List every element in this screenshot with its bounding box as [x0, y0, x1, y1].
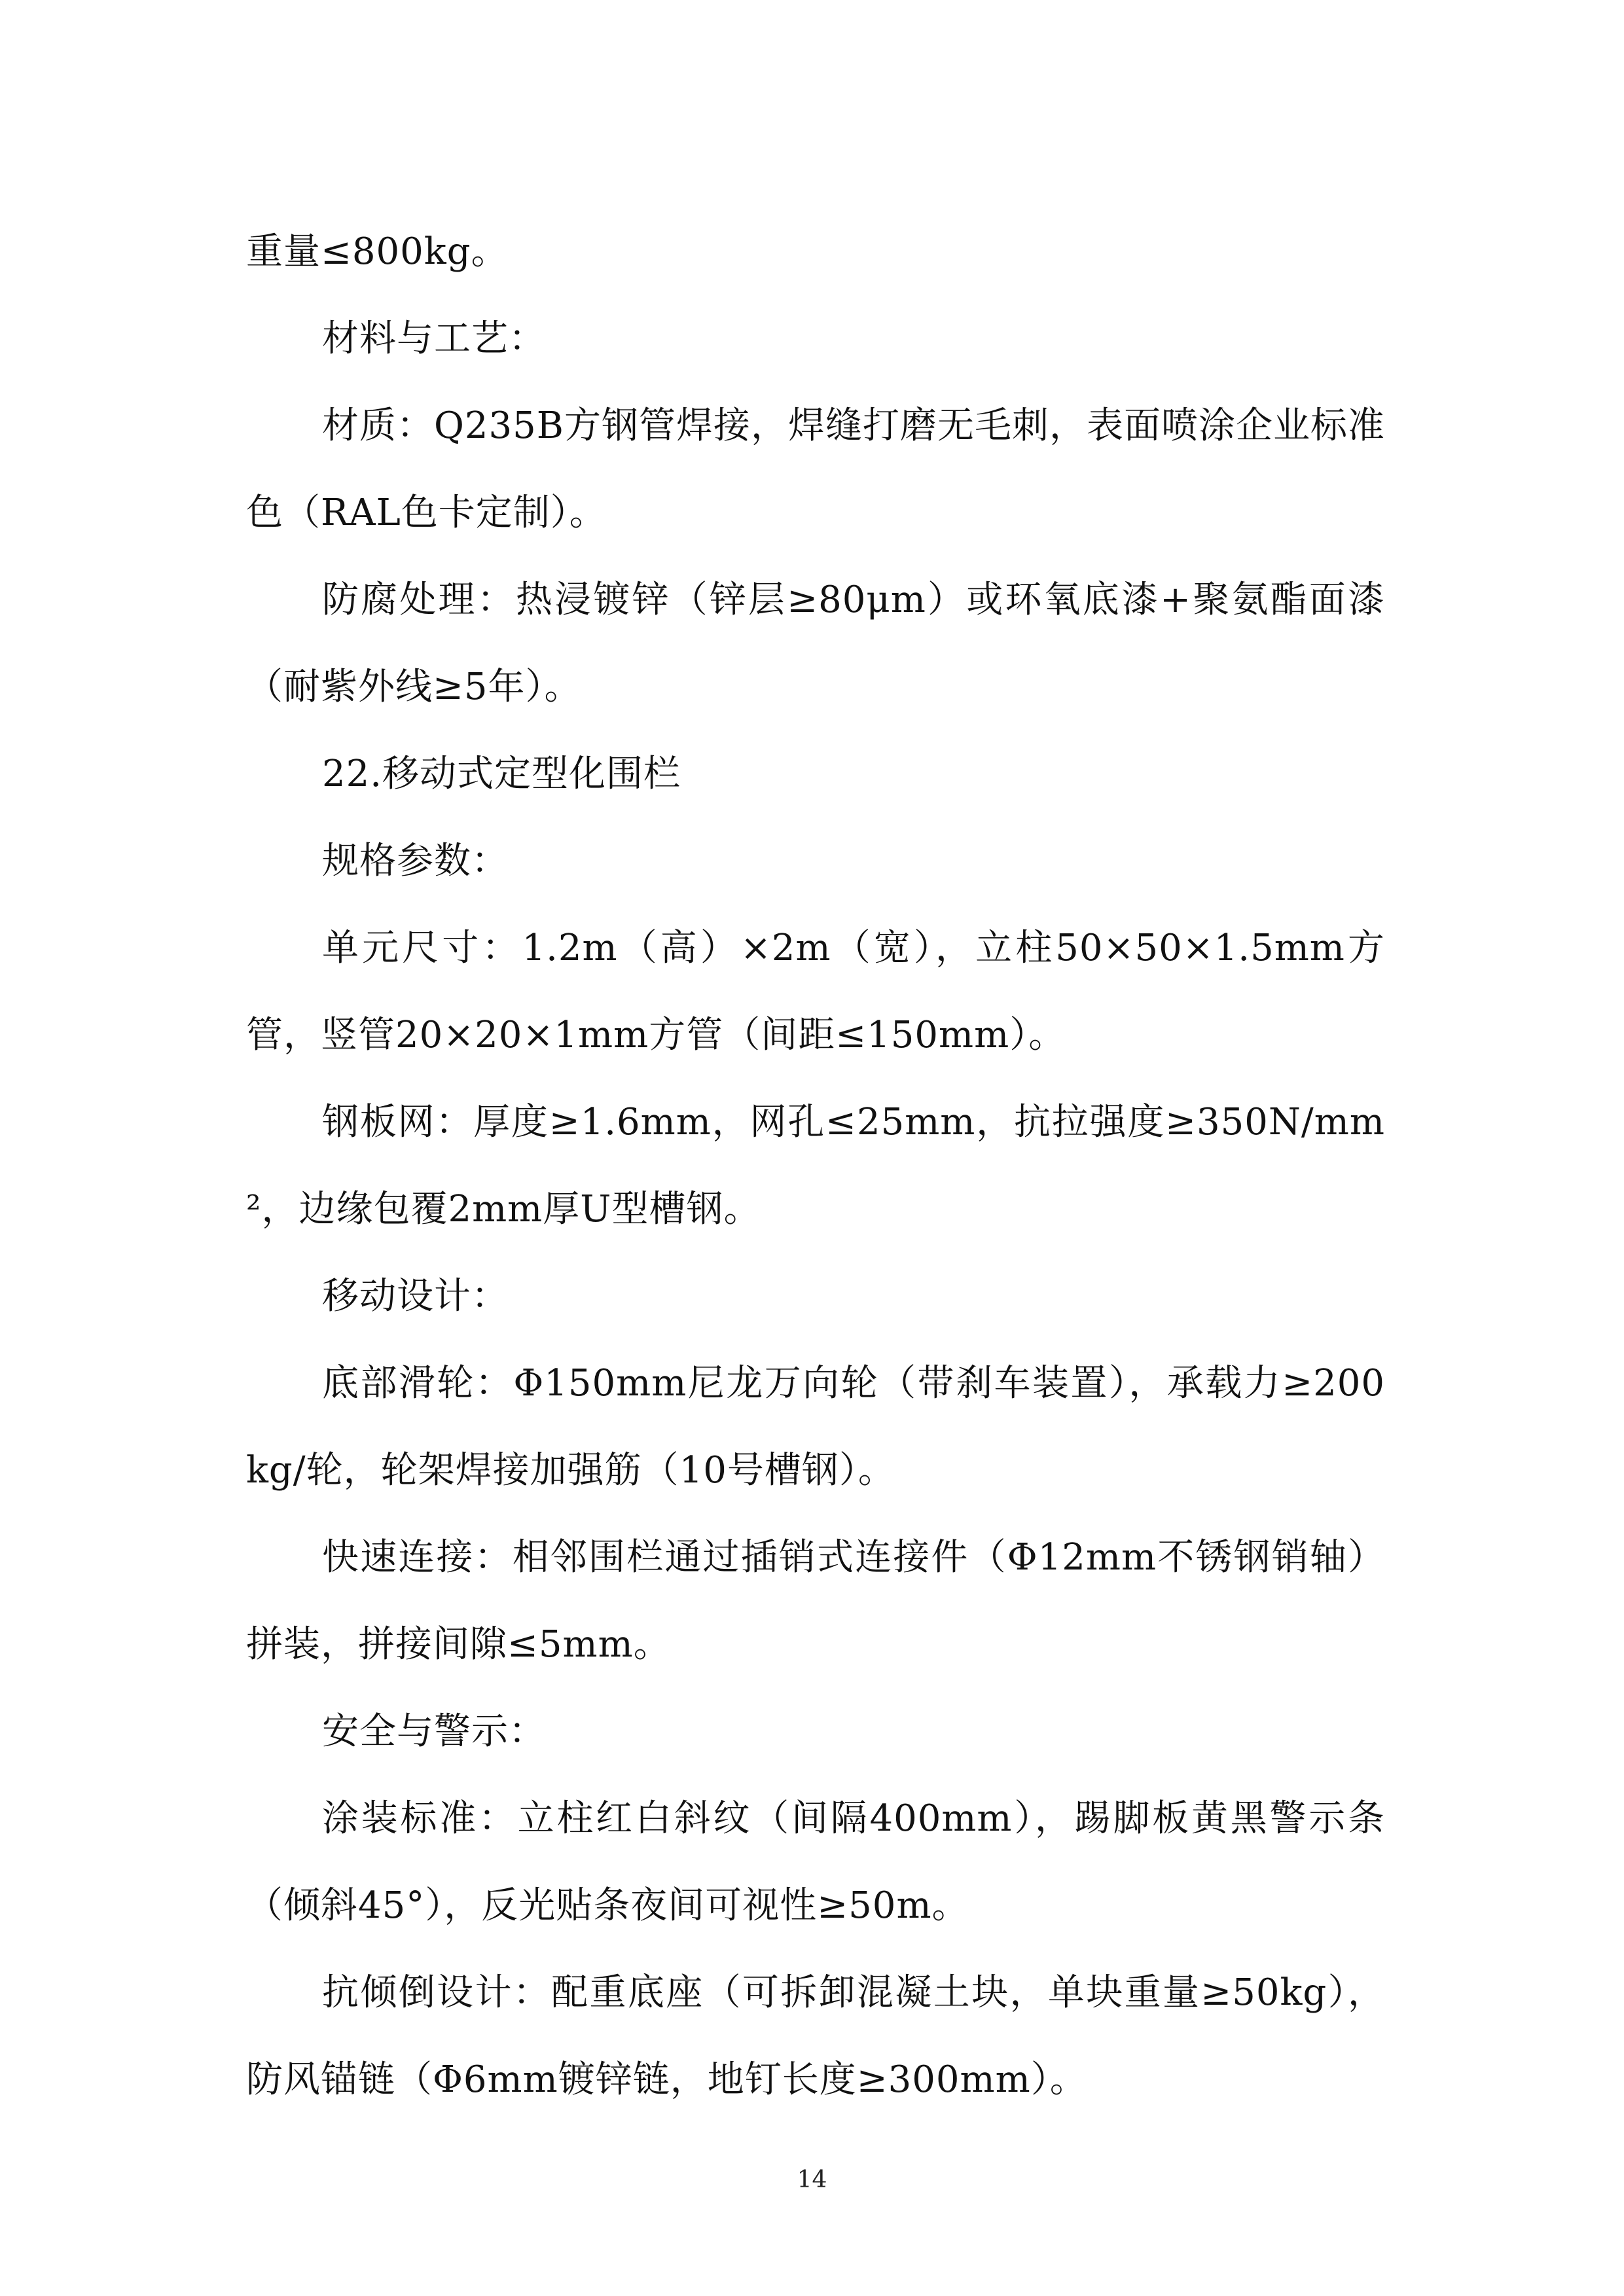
- document-body: [246, 208, 1385, 2123]
- paragraph-anticorrosion: 防腐处理：热浸镀锌（锌层≥80μm）或环氧底漆+聚氨酯面漆（耐紫外线≥5年）。: [246, 579, 1385, 708]
- heading-specifications: 规格参数：: [322, 840, 509, 882]
- paragraph-anti-tipping: 抗倾倒设计：配重底座（可拆卸混凝土块，单块重量≥50kg），防风锚链（Φ6mm镀锌链，地钉长度≥300mm）。: [246, 1971, 1385, 2101]
- paragraph-quick-connect: 快速连接：相邻围栏通过插销式连接件（Φ12mm不锈钢销轴）拼装，拼接间隙≤5mm。: [246, 1536, 1385, 1666]
- section-title-mobile-fence: 22.移动式定型化围栏: [322, 753, 681, 795]
- heading-materials-process: 材料与工艺：: [322, 317, 546, 360]
- paragraph-unit-size: 单元尺寸：1.2m（高）×2m（宽），立柱50×50×1.5mm方管，竖管20×20×1mm方管（间距≤150mm）。: [246, 927, 1385, 1056]
- page-number: 14: [797, 2166, 827, 2193]
- heading-mobile-design: 移动设计：: [322, 1275, 509, 1318]
- paragraph-casters: 底部滑轮：Φ150mm尼龙万向轮（带刹车装置），承载力≥200kg/轮，轮架焊接加强筋（10号槽钢）。: [246, 1362, 1385, 1492]
- heading-safety-warning: 安全与警示：: [322, 1710, 546, 1753]
- paragraph-weight: 重量≤800kg。: [246, 230, 509, 273]
- paragraph-material: 材质：Q235B方钢管焊接，焊缝打磨无毛刺，表面喷涂企业标准色（RAL色卡定制）。: [246, 404, 1385, 534]
- paragraph-coating-standard: 涂装标准：立柱红白斜纹（间隔400mm），踢脚板黄黑警示条（倾斜45°），反光贴条夜间可视性≥50m。: [246, 1797, 1385, 1927]
- paragraph-steel-mesh: 钢板网：厚度≥1.6mm，网孔≤25mm，抗拉强度≥350N/mm²，边缘包覆2mm厚U型槽钢。: [246, 1101, 1385, 1230]
